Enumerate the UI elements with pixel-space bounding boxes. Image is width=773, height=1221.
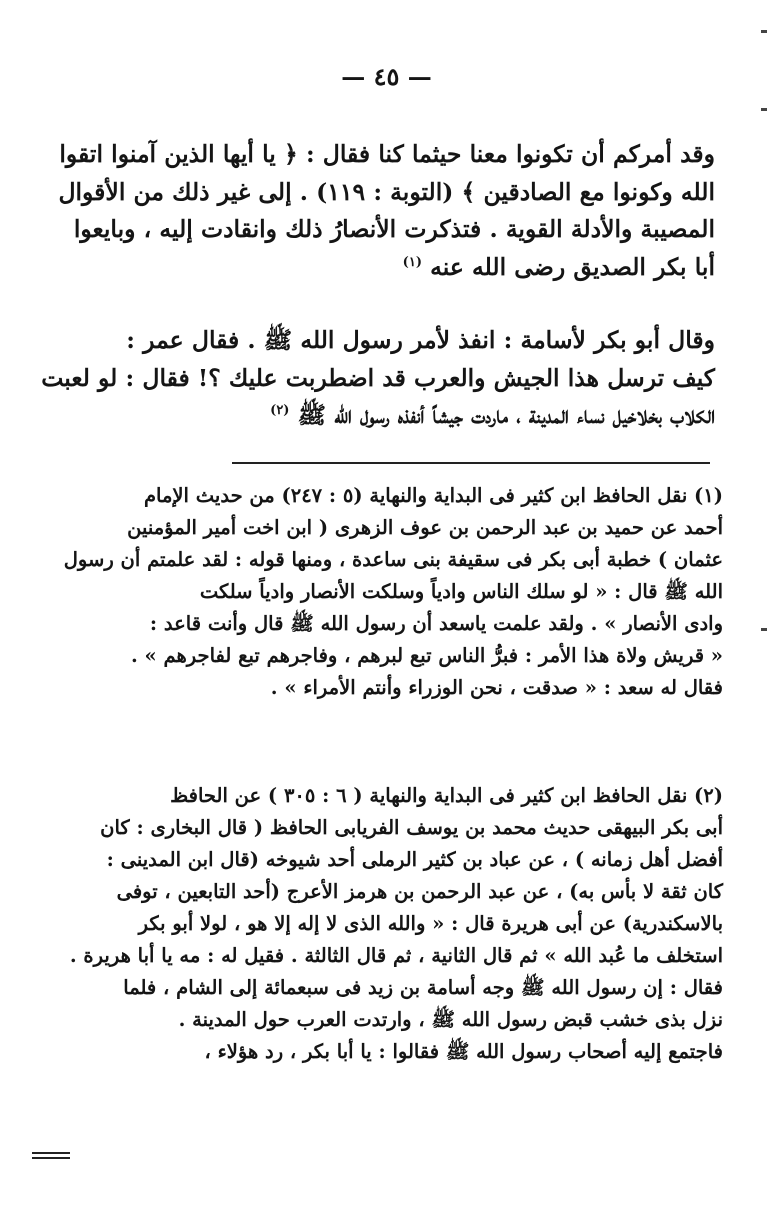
footnote-line: فقال : إن رسول الله ﷺ وجه أسامة بن زيد فى سبعمائة إلى الشام ، فلما	[123, 976, 723, 999]
page-number: — ٤٥ —	[341, 62, 432, 91]
footnote-ref-2: (٢)	[270, 403, 290, 419]
footnote-2	[58, 780, 723, 1068]
margin-mark	[761, 628, 767, 631]
footnote-line: أحمد عن حميد بن عبد الرحمن بن عوف الزهرى ( ابن اخت أمير المؤمنين	[127, 516, 723, 539]
footnote-line: بالاسكندرية) عن أبى هريرة قال : « والله الذى لا إله إلا هو ، لولا أبو بكر	[138, 912, 723, 935]
footnote-line: عثمان ) خطبة أبى بكر فى سقيفة بنى ساعدة ، ومنها قوله : لقد علمتم أن رسول	[63, 548, 723, 571]
footnote-ref-1: (١)	[402, 254, 422, 270]
footnote-1	[58, 480, 723, 704]
footnote-line: كان ثقة لا بأس به) ، عن عبد الرحمن بن هرمز الأعرج (أحد التابعين ، توفى	[116, 880, 723, 903]
footnote-line: أبى بكر البيهقى حديث محمد بن يوسف الفريابى الحافظ ( قال البخارى : كان	[100, 816, 723, 839]
footnote-line: أفضل أهل زمانه ) ، عن عباد بن كثير الرملى أحد شيوخه (قال ابن المدينى :	[106, 848, 723, 871]
footnote-line: (١) نقل الحافظ ابن كثير فى البداية والنهاية (٥ : ٢٤٧) من حديث الإمام	[143, 484, 723, 507]
footnote-line: « قريش ولاة هذا الأمر : فبرُّ الناس تبع لبرهم ، وفاجرهم تبع لفاجرهم » .	[130, 644, 723, 667]
footnote-line: وادى الأنصار » . ولقد علمت ياسعد أن رسول الله ﷺ قال وأنت قاعد :	[149, 612, 723, 635]
footnote-line: استخلف ما عُبد الله » ثم قال الثانية ، ثم قال الثالثة . فقيل له : مه يا أبا هريرة .	[69, 944, 723, 967]
text-line: وقال أبو بكر لأسامة : انفذ لأمر رسول الله ﷺ . فقال عمر :	[126, 326, 715, 354]
text-line-content: الكلاب بخلاخيل نساء المدينة ، ماردت جيشاً أنفذه رسول الله ﷺ	[297, 401, 715, 429]
body-paragraph-2	[41, 322, 715, 435]
text-line	[65, 249, 715, 287]
footnote-line: فقال له سعد : « صدقت ، نحن الوزراء وأنتم الأمراء » .	[270, 676, 723, 699]
footnote-line: (٢) نقل الحافظ ابن كثير فى البداية والنهاية ( ٦ : ٣٠٥ ) عن الحافظ	[170, 784, 723, 807]
margin-mark	[761, 30, 767, 33]
text-line: المصيبة والأدلة القوية . فتذكرت الأنصارُ ذلك وانقادت إليه ، وبايعوا	[73, 215, 715, 243]
text-line: وقد أمركم أن تكونوا معنا حيثما كنا فقال : ﴿ يا أيها الذين آمنوا اتقوا	[59, 140, 715, 168]
text-line: الله وكونوا مع الصادقين ﴾ (التوبة : ١١٩) . إلى غير ذلك من الأقوال	[58, 177, 715, 206]
footnote-line: فاجتمع إليه أصحاب رسول الله ﷺ فقالوا : يا أبا بكر ، رد هؤلاء ،	[204, 1040, 723, 1063]
margin-mark	[761, 108, 767, 111]
text-line	[65, 397, 715, 435]
footnote-separator	[232, 462, 710, 464]
footnote-line: نزل بذى خشب قبض رسول الله ﷺ ، وارتدت العرب حول المدينة .	[178, 1008, 723, 1031]
continuation-mark	[32, 1152, 70, 1162]
text-line-content: أبا بكر الصديق رضى الله عنه	[430, 252, 715, 281]
body-paragraph-1	[58, 136, 715, 286]
footnote-line: الله ﷺ قال : « لو سلك الناس وادياً وسلكت الأنصار وادياً سلكت	[199, 580, 723, 603]
text-line: كيف ترسل هذا الجيش والعرب قد اضطربت عليك ؟! فقال : لو لعبت	[41, 363, 715, 392]
